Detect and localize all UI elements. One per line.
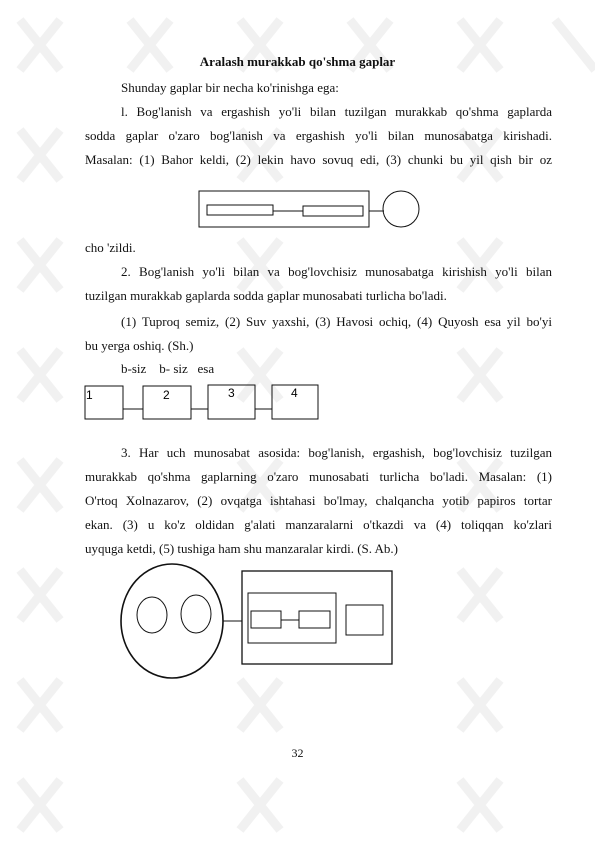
page-title: Aralash murakkab qo'shma gaplar xyxy=(199,54,396,69)
scheme2-label-2: 2 xyxy=(163,388,170,402)
intro-line: Shunday gaplar bir necha ko'rinishga ega: xyxy=(121,80,339,95)
scheme2-label-3: 3 xyxy=(228,386,235,400)
scheme3-inner-group xyxy=(248,593,336,643)
p3-line-1: 3. Har uch munosabat asosida: bog'lanish, ergashish, bog'lovchisiz tuzilgan xyxy=(121,445,552,460)
p1-line-4: cho 'zildi. xyxy=(85,240,136,255)
p1-line-3: Masalan: (1) Bahor keldi, (2) lekin havo sovuq edi, (3) chunki bu yil qish bir oz xyxy=(85,152,552,167)
scheme3-outer-box xyxy=(242,571,392,664)
p2-line-2: tuzilgan murakkab gaplarda sodda gaplar munosabati turlicha bo'ladi. xyxy=(85,288,447,303)
scheme2-label-4: 4 xyxy=(291,386,298,400)
scheme3-inner-circle-2 xyxy=(181,595,211,633)
scheme2-label-1: 1 xyxy=(86,388,93,402)
scheme3-box-2 xyxy=(299,611,330,628)
p3-line-5: uyquga ketdi, (5) tushiga ham shu manzaralar kirdi. (S. Ab.) xyxy=(85,541,399,556)
scheme3-inner-circle-1 xyxy=(137,597,167,633)
p3-line-4: ekan. (3) u ko'z oldidan g'alati manzaralarni o'tkazdi va (4) toliqqan ko'zlari xyxy=(85,517,552,532)
p2-line-4: bu yerga oshiq. (Sh.) xyxy=(85,338,194,353)
p2-connectors: b-siz b- siz esa xyxy=(121,361,215,376)
p2-line-1: 2. Bog'lanish yo'li bilan va bog'lovchisiz munosabatga kirishish yo'li bilan xyxy=(121,264,552,279)
p1-line-2: sodda gaplar o'zaro bog'lanish va ergashish yo'li bilan munosabatga kirishadi. xyxy=(85,128,552,143)
p2-line-3: (1) Tuproq semiz, (2) Suv yaxshi, (3) Havosi ochiq, (4) Quyosh esa yil bo'yi xyxy=(121,314,552,329)
scheme3-large-circle xyxy=(121,564,223,678)
scheme3-box-3 xyxy=(346,605,383,635)
p3-line-2: murakkab qo'shma gaplarning o'zaro munosabati turlicha bo'ladi. Masalan: (1) xyxy=(85,469,552,484)
p1-line-1: l. Bog'lanish va ergashish yo'li bilan tuzilgan murakkab qo'shma gaplarda xyxy=(121,104,552,119)
page-number: 32 xyxy=(291,746,304,760)
p3-line-3: O'rtoq Xolnazarov, (2) ovqatga ishtahasi bo'lmay, chalqancha yotib papiros tortar xyxy=(85,493,552,508)
scheme3-box-1 xyxy=(251,611,281,628)
